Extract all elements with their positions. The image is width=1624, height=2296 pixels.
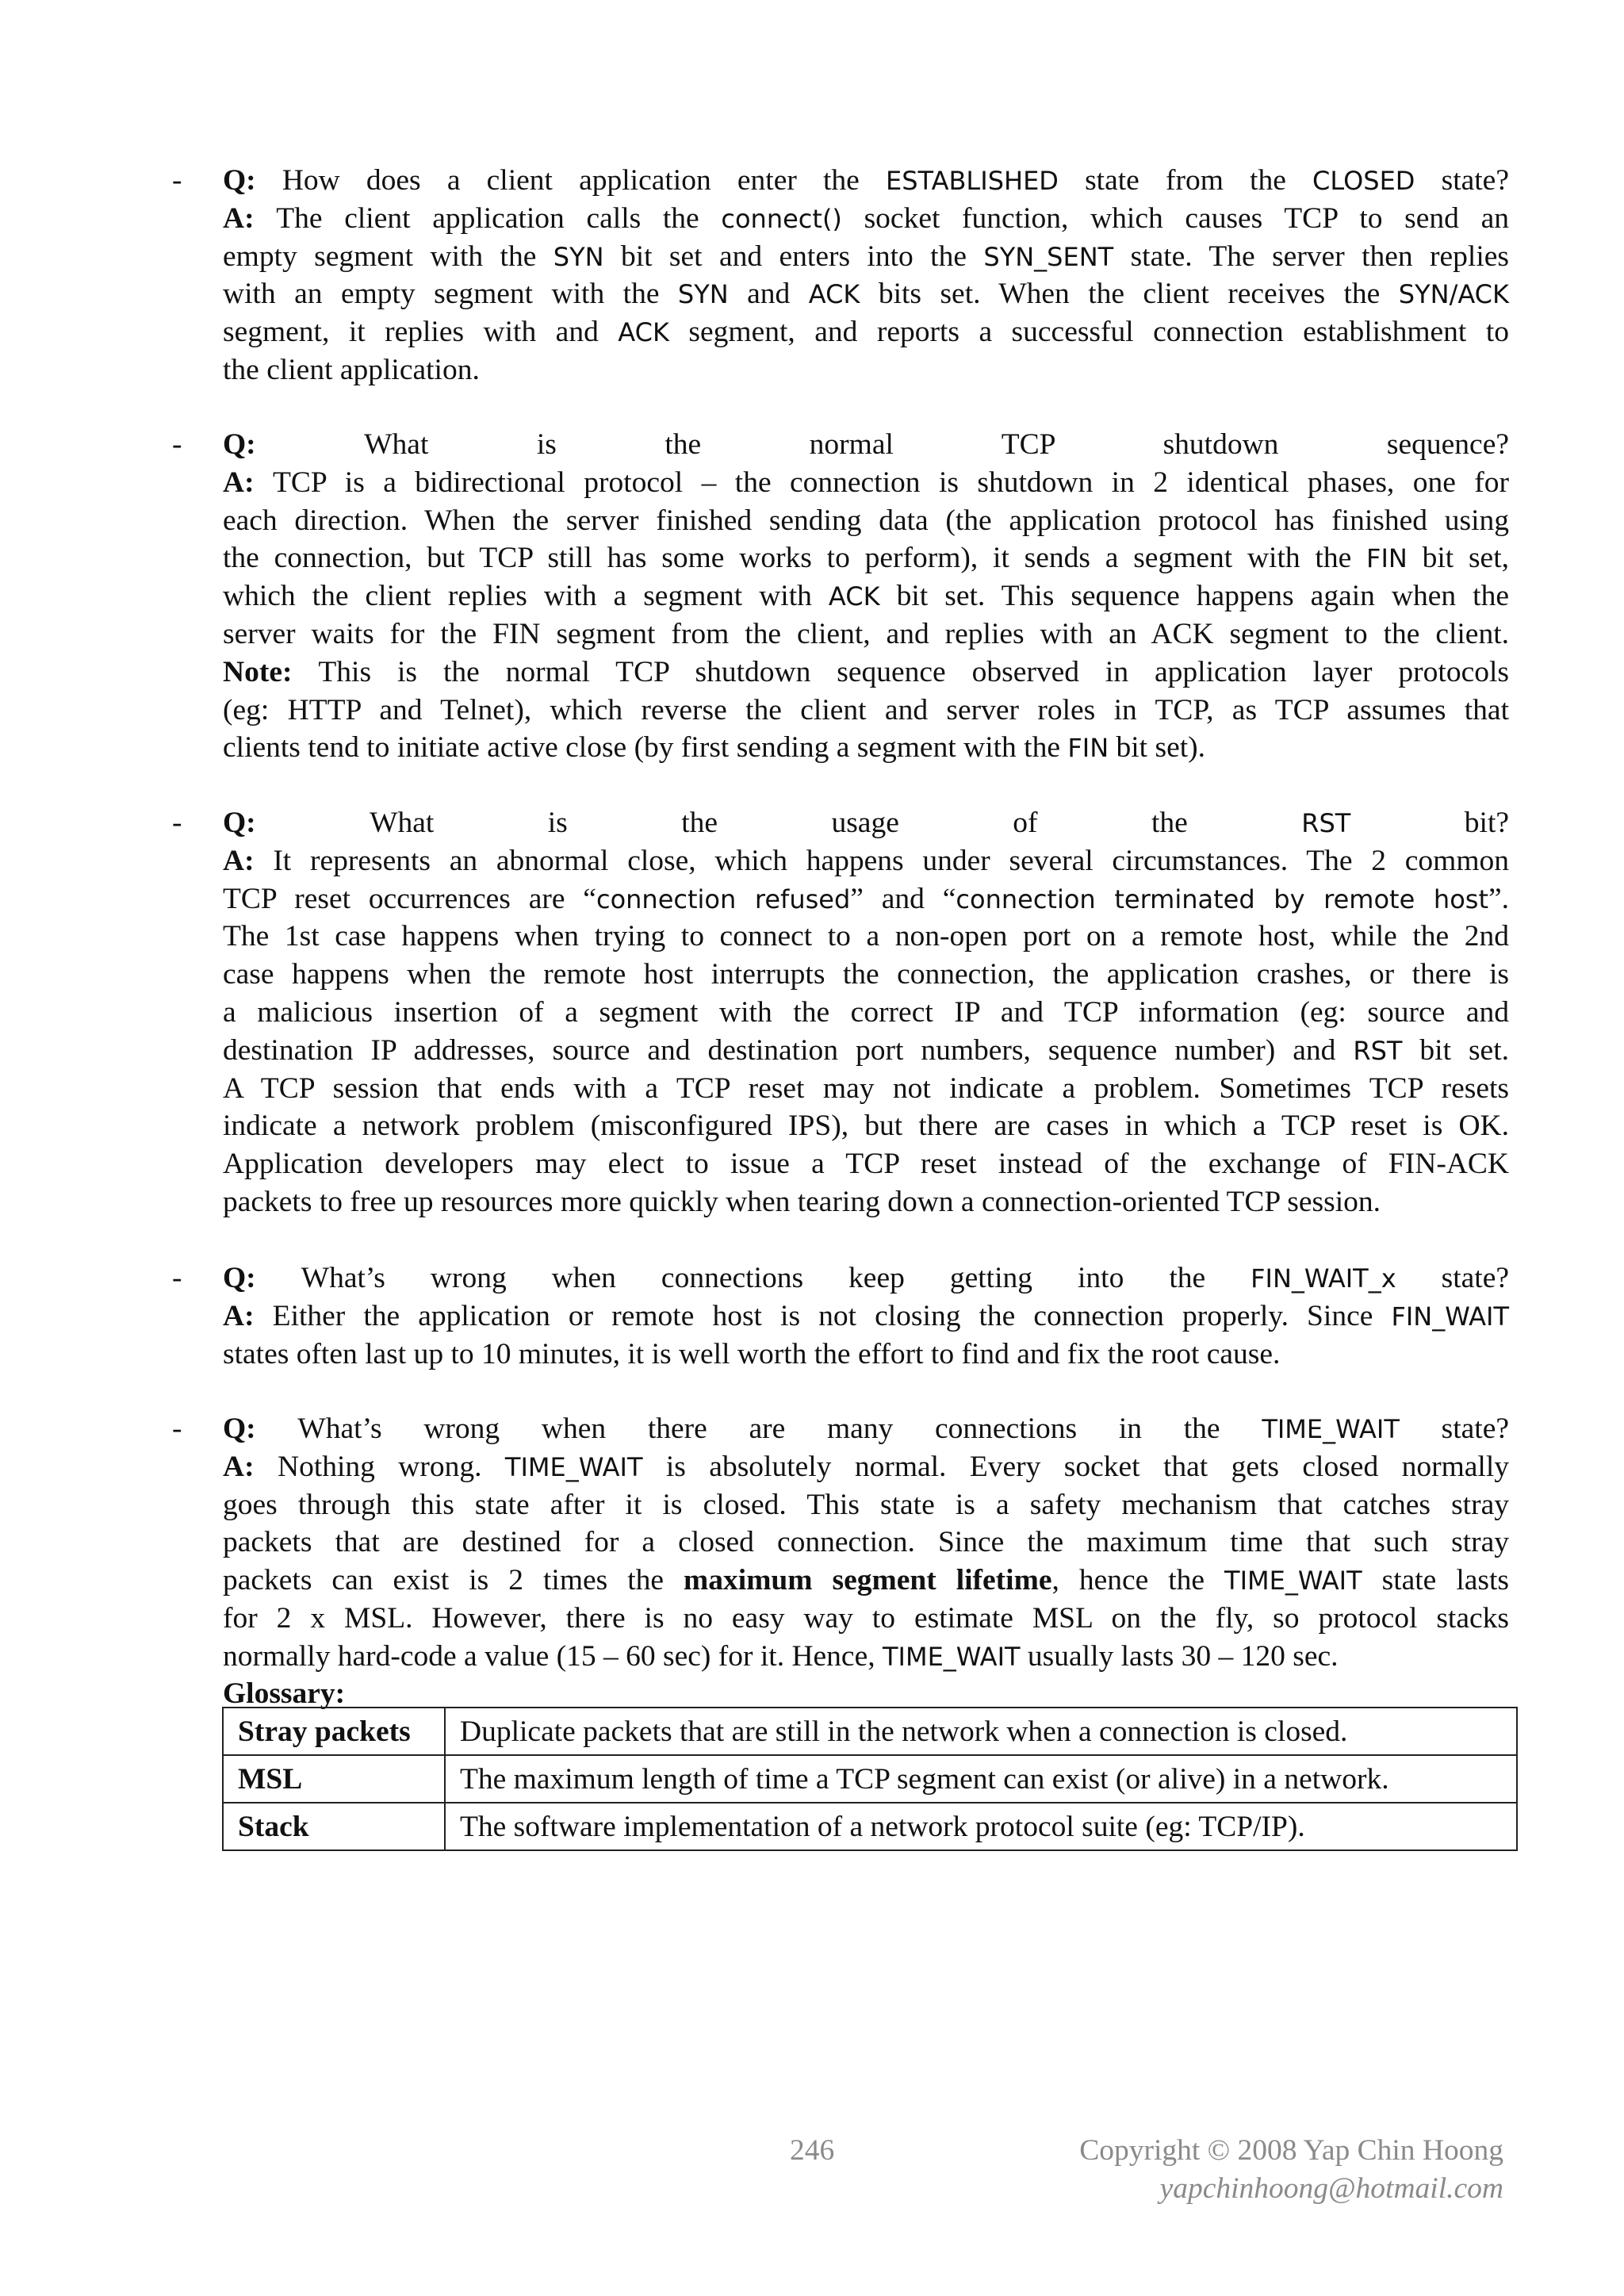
text-line: [223, 200, 1509, 238]
copyright-text: Copyright © 2008 Yap Chin Hoong: [1079, 2134, 1503, 2167]
text-line: [223, 502, 1509, 540]
text-run: indicate a network problem (misconfigured IPS), but there are cases in which a TCP reset is OK.: [223, 1110, 1509, 1143]
text-line: [223, 238, 1509, 276]
text-run: state?: [1399, 1412, 1509, 1445]
list-bullet: -: [172, 1262, 182, 1294]
text-line: [223, 1070, 1509, 1108]
text-run: connection terminated by remote host: [956, 884, 1488, 914]
author-email: yapchinhoong@hotmail.com: [1159, 2172, 1503, 2205]
text-run: What is the usage of the: [370, 807, 1302, 839]
qa-item: [172, 162, 1509, 389]
glossary-term: Stray packets: [223, 1708, 445, 1755]
text-run: CLOSED: [1312, 166, 1415, 196]
text-run: SYN: [677, 279, 729, 310]
qa-item: [172, 1259, 1509, 1373]
text-run: the connection, but TCP still has some works to perform), it sends a segment with the: [223, 542, 1367, 575]
text-run: connect(): [721, 203, 842, 234]
text-run: state from the: [1058, 164, 1313, 197]
text-run: This is the normal TCP shutdown sequence observed in application layer protocols: [318, 655, 1509, 688]
text-run: A:: [223, 201, 277, 235]
list-bullet: -: [172, 1412, 182, 1445]
text-run: A TCP session that ends with a TCP reset may not indicate a problem. Sometimes TCP resets: [223, 1071, 1509, 1105]
text-line: [223, 842, 1509, 880]
text-line: [223, 539, 1509, 577]
glossary-table: [222, 1707, 1518, 1851]
text-line: [223, 1032, 1509, 1070]
text-run: The 1st case happens when trying to connect to a non-open port on a remote host, while the 2nd: [223, 920, 1509, 953]
qa-item: [172, 1410, 1509, 1676]
text-line: [223, 1562, 1509, 1600]
text-run: with an empty segment with the: [223, 278, 678, 311]
text-run: connection refused: [596, 884, 851, 914]
text-run: Q:: [223, 1262, 301, 1294]
text-line: [223, 275, 1509, 313]
glossary-term: MSL: [223, 1755, 445, 1803]
text-run: each direction. When the server finished sending data (the application protocol has finished using: [223, 504, 1509, 537]
text-run: ACK: [828, 581, 880, 612]
text-line: [223, 880, 1509, 918]
table-row: [223, 1708, 1517, 1755]
text-run: bit set.: [1402, 1033, 1509, 1067]
text-line: [223, 654, 1509, 692]
text-line: [223, 1297, 1509, 1336]
text-run: socket function, which causes TCP to send an: [841, 201, 1509, 235]
text-run: ESTABLISHED: [885, 166, 1059, 196]
text-run: SYN_SENT: [983, 241, 1114, 272]
text-run: state. The server then replies: [1113, 240, 1509, 273]
text-line: [223, 994, 1509, 1032]
text-run: bit?: [1350, 807, 1510, 839]
text-run: clients tend to initiate active close (by first sending a segment with the: [223, 731, 1068, 765]
text-run: ” and “: [850, 882, 956, 915]
glossary-term: Stack: [223, 1803, 445, 1850]
text-run: FIN_WAIT_x: [1251, 1263, 1396, 1294]
text-run: normally hard-code a value (15 – 60 sec) for it. Hence,: [223, 1639, 883, 1673]
text-run: A:: [223, 1450, 278, 1483]
text-run: bit set and enters into the: [603, 240, 984, 273]
text-run: TIME_WAIT: [1224, 1566, 1362, 1596]
text-line: [223, 1448, 1509, 1486]
text-line: [223, 577, 1509, 615]
text-run: What’s wrong when connections keep getting into the: [301, 1262, 1251, 1294]
list-bullet: -: [172, 807, 182, 839]
text-run: bit set,: [1407, 542, 1509, 575]
text-run: What’s wrong when there are many connections in the: [297, 1412, 1262, 1445]
list-bullet: -: [172, 164, 182, 197]
text-run: case happens when the remote host interrupts the connection, the application crashes, or there is: [223, 958, 1509, 991]
text-run: state?: [1396, 1262, 1509, 1294]
text-run: Q:: [223, 164, 282, 197]
qa-item: [172, 804, 1510, 1221]
text-line: [223, 918, 1509, 956]
text-line: [223, 162, 1509, 200]
footer-copyright: [1079, 2132, 1503, 2208]
text-run: empty segment with the: [223, 240, 553, 273]
text-run: Note:: [223, 655, 319, 688]
text-run: bit set).: [1109, 731, 1205, 765]
text-run: is absolutely normal. Every socket that gets closed normally: [642, 1450, 1509, 1483]
text-run: TIME_WAIT: [1262, 1414, 1400, 1444]
text-line: [223, 804, 1509, 842]
text-line: [223, 1638, 1509, 1676]
text-run: FIN: [1067, 733, 1109, 764]
text-line: [223, 956, 1509, 994]
text-run: ”.: [1488, 882, 1510, 915]
text-line: [223, 426, 1509, 464]
text-run: TCP reset occurrences are “: [223, 882, 596, 915]
text-line: [223, 615, 1509, 654]
glossary-title: Glossary:: [223, 1677, 346, 1710]
text-line: [223, 1145, 1509, 1183]
text-line: [223, 729, 1509, 767]
text-run: segment, and reports a successful connection establishment to: [668, 316, 1509, 349]
text-run: Nothing wrong.: [277, 1450, 505, 1483]
page-number: 246: [790, 2134, 835, 2167]
text-run: packets to free up resources more quickly when tearing down a connection-oriented TCP session.: [223, 1185, 1381, 1218]
text-line: [223, 313, 1509, 351]
text-run: FIN: [1366, 543, 1408, 574]
text-run: bit set. This sequence happens again when the: [879, 580, 1509, 613]
text-run: Either the application or remote host is not closing the connection properly. Since: [272, 1299, 1392, 1332]
text-run: RST: [1353, 1035, 1403, 1066]
text-run: RST: [1301, 808, 1351, 838]
text-run: Q:: [223, 807, 370, 839]
text-run: Q:: [223, 1412, 298, 1445]
text-run: The client application calls the: [276, 201, 722, 235]
text-run: (eg: HTTP and Telnet), which reverse the client and server roles in TCP, as TCP assumes that: [223, 693, 1509, 726]
text-run: segment, it replies with and: [223, 316, 619, 349]
table-row: [223, 1755, 1517, 1803]
text-line: [223, 1259, 1509, 1297]
glossary-definition: Duplicate packets that are still in the network when a connection is closed.: [445, 1708, 1517, 1755]
text-line: [223, 1600, 1509, 1638]
text-run: the client application.: [223, 353, 480, 386]
text-run: A:: [223, 844, 274, 877]
text-run: for 2 x MSL. However, there is no easy way to estimate MSL on the fly, so protocol stacks: [223, 1601, 1509, 1635]
text-run: SYN: [553, 241, 604, 272]
text-run: , hence the: [1051, 1564, 1225, 1597]
text-run: and: [728, 278, 809, 311]
text-run: states often last up to 10 minutes, it is well worth the effort to find and fix the root cause.: [223, 1337, 1281, 1370]
list-bullet: -: [172, 428, 182, 461]
text-run: server waits for the FIN segment from the client, and replies with an ACK segment to the client.: [223, 617, 1509, 650]
text-line: [223, 1486, 1509, 1524]
text-run: ACK: [618, 317, 669, 348]
text-run: SYN/ACK: [1398, 279, 1509, 310]
text-run: a malicious insertion of a segment with the correct IP and TCP information (eg: source and: [223, 995, 1509, 1029]
text-run: which the client replies with a segment with: [223, 580, 829, 613]
text-line: [223, 1107, 1509, 1145]
text-line: [223, 351, 1509, 389]
text-run: goes through this state after it is closed. This state is a safety mechanism that catches stray: [223, 1488, 1509, 1521]
text-run: How does a client application enter the: [282, 164, 886, 197]
text-run: ACK: [808, 279, 860, 310]
text-run: Q:: [223, 428, 365, 461]
text-run: Application developers may elect to issue a TCP reset instead of the exchange of FIN-ACK: [223, 1148, 1509, 1181]
text-run: packets that are destined for a closed connection. Since the maximum time that such stray: [223, 1526, 1509, 1559]
glossary-definition: The maximum length of time a TCP segment can exist (or alive) in a network.: [445, 1755, 1517, 1803]
text-line: [223, 692, 1509, 730]
qa-item: [172, 426, 1509, 767]
text-run: maximum segment lifetime: [684, 1564, 1052, 1597]
text-run: TIME_WAIT: [882, 1641, 1021, 1672]
text-run: TIME_WAIT: [504, 1451, 643, 1482]
text-line: [223, 1336, 1509, 1374]
glossary-definition: The software implementation of a network protocol suite (eg: TCP/IP).: [445, 1803, 1517, 1850]
text-run: TCP is a bidirectional protocol – the connection is shutdown in 2 identical phases, one for: [273, 466, 1509, 499]
text-run: bits set. When the client receives the: [860, 278, 1399, 311]
text-run: usually lasts 30 – 120 sec.: [1020, 1639, 1339, 1673]
text-run: A:: [223, 466, 273, 499]
text-run: state lasts: [1362, 1564, 1509, 1597]
text-run: What is the normal TCP shutdown sequence?: [364, 428, 1509, 461]
text-run: state?: [1415, 164, 1509, 197]
table-row: [223, 1803, 1517, 1850]
text-run: It represents an abnormal close, which happens under several circumstances. The 2 common: [273, 844, 1509, 877]
text-run: packets can exist is 2 times the: [223, 1564, 684, 1597]
text-run: A:: [223, 1299, 273, 1332]
text-line: [223, 1524, 1509, 1562]
text-run: destination IP addresses, source and destination port numbers, sequence number) and: [223, 1033, 1354, 1067]
text-run: FIN_WAIT: [1391, 1301, 1509, 1332]
text-line: [223, 464, 1509, 502]
text-line: [223, 1410, 1509, 1448]
text-line: [223, 1183, 1509, 1221]
